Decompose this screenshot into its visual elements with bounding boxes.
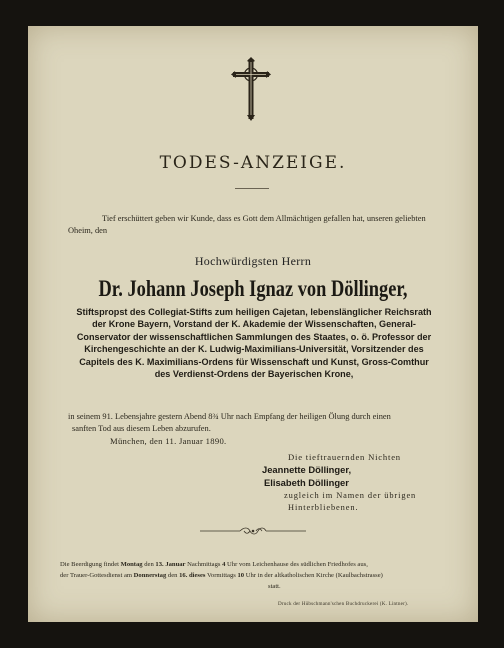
ornament-divider-icon xyxy=(200,526,306,536)
cross-icon xyxy=(231,57,271,121)
burial-notice xyxy=(60,559,466,592)
death-line-1: in seinem 91. Lebensjahre gestern Abend 8¾ Uhr nach Empfang der heiligen Ölung durch einen xyxy=(68,412,391,421)
notice-title: TODES-ANZEIGE. xyxy=(159,153,347,173)
mourners-note: Hinterbliebenen. xyxy=(288,503,359,512)
deceased-name: Dr. Johann Joseph Ignaz von Döllinger, xyxy=(98,276,408,301)
burial-line-2: der Trauer-Gottesdienst am Donnerstag den 16. dieses Vormittags 10 Uhr in der altkatholischen Kirche (Kaulbachstrasse) xyxy=(60,572,383,579)
death-line-2: sanften Tod aus diesem Leben abzurufen. xyxy=(72,424,211,433)
mourner-name: Elisabeth Döllinger xyxy=(264,477,349,488)
mourner-name: Jeannette Döllinger, xyxy=(262,464,352,475)
place-date: München, den 11. Januar 1890. xyxy=(110,436,227,446)
intro-paragraph: Tief erschüttert geben wir Kunde, dass es Gott dem Allmächtigen gefallen hat, unseren geliebten Oheim, den xyxy=(68,214,426,235)
mourners-note: zugleich im Namen der übrigen xyxy=(284,491,417,500)
mourners-heading: Die tieftrauernden Nichten xyxy=(288,452,401,462)
printer-credit: Druck der Hübschmann'schen Buchdruckerei (K. Lintner). xyxy=(278,601,409,607)
burial-line-3: statt. xyxy=(268,583,281,590)
deceased-titles: Stiftspropst des Collegiat-Stifts zum heiligen Cajetan, lebenslänglicher Reichsrath der Krone Bayern, Vorstand der K. Akademie der Wissenschaften, General-Conservator der wissenschaftlichen Sammlungen des Staates, o. ö. Professor der Kirchengeschichte an der K. Ludwig-Maximilians-Universität, Vorsitzender des Capitels des K. Maximilians-Ordens für Wissenschaft und Kunst, Gross-Comthur des Verdienst-Ordens der Bayerischen Krone, xyxy=(76,307,432,380)
honorific: Hochwürdigsten Herrn xyxy=(194,254,312,268)
title-divider xyxy=(235,188,269,189)
burial-line-1: Die Beerdigung findet Montag den 13. Januar Nachmittags 4 Uhr vom Leichenhause des südlichen Friedhofes aus, xyxy=(60,561,368,568)
death-paragraph xyxy=(68,411,446,435)
